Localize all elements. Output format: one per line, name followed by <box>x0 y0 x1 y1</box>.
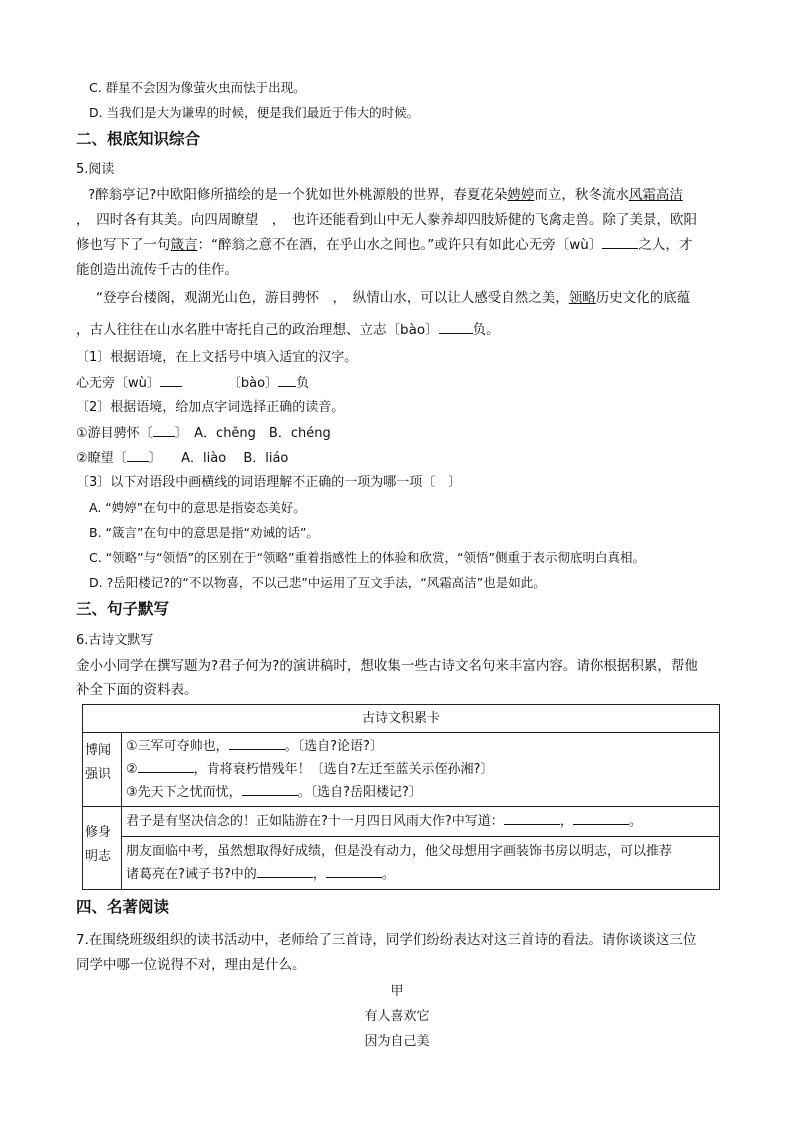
choice-c[interactable]: C. “领略”与“领悟”的区别在于“领略”重着指感性上的体验和欣赏，“领悟”侧重于表示彻底明白真相。 <box>89 550 645 565</box>
card-title: 古诗文积累卡 <box>83 705 720 733</box>
row-label-xiushen: 修身明志 <box>83 807 122 890</box>
choice-b[interactable]: B. “箴言”在句中的意思是指“劝诫的话”。 <box>89 525 319 540</box>
answer-blank-bao[interactable] <box>278 374 296 387</box>
answer-blank-5[interactable] <box>573 812 629 825</box>
question-6-label: 6.古诗文默写 <box>76 633 154 648</box>
poem-line-1: 有人喜欢它 <box>364 1009 430 1024</box>
answer-blank-7[interactable] <box>326 865 382 878</box>
row-label-bowen: 博闻强识 <box>83 733 122 807</box>
poem-line-2: 因为自己美 <box>364 1034 430 1049</box>
option-d: D. 当我们是大为谦卑的时候，便是我们最近于伟大的时候。 <box>89 105 420 120</box>
option-c: C. 群星不会因为像萤火虫而怯于出现。 <box>89 80 306 95</box>
card-item-1: ①三军可夺帅也， 。〔选自?论语?〕 <box>126 739 383 754</box>
answer-blank-6[interactable] <box>257 865 313 878</box>
blank-bao[interactable] <box>439 321 473 334</box>
card-item-5-cont: 诸葛亮在?诫子书?中的 ， 。 <box>126 867 395 882</box>
answer-blank-3[interactable] <box>242 783 298 796</box>
answer-blank-1[interactable] <box>229 737 285 750</box>
subquestion-3: 〔3〕以下对语段中画横线的词语理解不正确的一项为哪一项〔 〕 <box>76 475 462 490</box>
subquestion-2: 〔2〕根据语境，给加点字词选择正确的读音。 <box>76 400 345 415</box>
question-5-label: 5.阅读 <box>76 162 115 177</box>
passage-paragraph-1: ?醉翁亭记?中欧阳修所描绘的是一个犹如世外桃源般的世界，春夏花朵娉婷而立，秋冬流水风霜高洁 <box>88 187 683 203</box>
card-item-4: 君子是有坚决信念的！正如陆游在?十一月四日风雨大作?中写道： ， 。 <box>126 814 642 829</box>
choice-d[interactable]: D. ?岳阳楼记?的“不以物喜，不以己悲”中运用了互文手法，“风霜高洁”也是如此。 <box>89 575 546 590</box>
card-item-3: ③先天下之忧而忧， 。〔选自?岳阳楼记?〕 <box>126 785 422 800</box>
poem-title: 甲 <box>390 984 404 999</box>
answer-blank-2[interactable] <box>138 760 194 773</box>
section-heading-2: 二、根底知识综合 <box>76 130 201 148</box>
blank-wu[interactable] <box>602 236 638 249</box>
subquestion-2-item-1: ①游目骋怀〔 〕 A．chěng B．chéng <box>76 426 331 441</box>
choice-a[interactable]: A. “娉婷”在句中的意思是指姿态美好。 <box>89 500 306 515</box>
question-6-intro: 金小小同学在撰写题为?君子何为?的演讲稿时，想收集一些古诗文名句来丰富内容。请你根据积累，帮他 <box>76 658 698 674</box>
answer-blank-wu[interactable] <box>160 374 182 387</box>
passage-paragraph-2: “登亭台楼阁，观湖光山色，游目骋怀 ， 纵情山水，可以让人感受自然之美，领略历史文化的底蕴 <box>96 290 691 306</box>
answer-blank-liao[interactable] <box>127 449 149 462</box>
poetry-card-table <box>82 704 720 890</box>
card-item-5: 朋友面临中考，虽然想取得好成绩，但是没有动力，他父母想用字画装饰书房以明志，可以推荐 <box>126 844 673 859</box>
answer-blank-cheng[interactable] <box>153 424 175 437</box>
answer-blank-4[interactable] <box>504 812 560 825</box>
section-heading-3: 三、句子默写 <box>76 600 170 618</box>
document-page: C. 群星不会因为像萤火虫而怯于出现。 D. 当我们是大为谦卑的时候，便是我们最近于伟大的时候。 二、根底知识综合 5.阅读 ?醉翁亭记?中欧阳修所描绘的是一个犹如世外桃源般的世界，春夏花朵娉婷而立，秋冬流水风霜高洁 ， 四时各有其美。向四周瞭望 ， 也许还能看到山中无人豢养却四肢矫健的飞禽走兽。除了美景，欧阳 修也写下了一句箴言：“醉翁之意不在酒，在乎山水之间也。”或许只有如此心无旁〔wù〕 之人，才 能创造出流传千古的佳作。 “登亭台楼阁，观湖光山色，游目骋怀 ， 纵情山水，可以让人感受自然之美，领略历史文化的底蕴 ，古人往往在山水名胜中寄托自己的政治理想、立志〔bào〕 负。 〔1〕根据语境，在上文括号中填入适宜的汉字。 心无旁〔wù〕 〔bào〕 负 〔2〕根据语境，给加点字词选择正确的读音。 ①游目骋怀〔 〕 A．chěng B．chéng ②瞭望〔 〕 A．liào B．liáo 〔3〕以下对语段中画横线的词语理解不正确的一项为哪一项〔 〕 A. “娉婷”在句中的意思是指姿态美好。 B. “箴言”在句中的意思是指“劝诫的话”。 C. “领略”与“领悟”的区别在于“领略”重着指感性上的体验和欣赏，“领悟”侧重于表示彻底明白真相。 D. ?岳阳楼记?的“不以物喜，不以己悲”中运用了互文手法，“风霜高洁”也是如此。 三、句子默写 6.古诗文默写 金小小同学在撰写题为?君子何为?的演讲稿时，想收集一些古诗文名句来丰富内容。请你根据积累，帮他 补全下面的资料表。 古诗文积累卡 博闻强识 ①三军可夺帅也， 。〔选自?论语?〕 ② ，肯将衰朽惜残年！〔选自?左迁至蓝关示侄孙湘?〕 ③先天下之忧而忧， 。〔选自?岳阳楼记?〕 修身明志 君子是有坚决信念的！正如陆游在?十一月四日风雨大作?中写道： ， 。 朋友面临中考，虽然想取得好成绩，但是没有动力，他父母想用字画装饰书房以明志，可以推荐 诸葛亮在?诫子书?中的 ， 。 四、名著阅读 7.在围绕班级组织的读书活动中，老师给了三首诗，同学们纷纷表达对这三首诗的看法。请你谈谈这三位 同学中哪一位说得不对，理由是什么。 甲 有人喜欢它 因为自己美 <box>0 0 794 1123</box>
subquestion-1-fill: 心无旁〔wù〕 〔bào〕 负 <box>76 376 310 391</box>
section-heading-4: 四、名著阅读 <box>76 898 170 916</box>
question-7: 7.在围绕班级组织的读书活动中，老师给了三首诗，同学们纷纷表达对这三首诗的看法。请你谈谈这三位 <box>76 932 697 948</box>
subquestion-1: 〔1〕根据语境，在上文括号中填入适宜的汉字。 <box>76 350 358 365</box>
card-item-2: ② ，肯将衰朽惜残年！〔选自?左迁至蓝关示侄孙湘?〕 <box>126 762 494 777</box>
subquestion-2-item-2: ②瞭望〔 〕 A．liào B．liáo <box>76 451 289 466</box>
